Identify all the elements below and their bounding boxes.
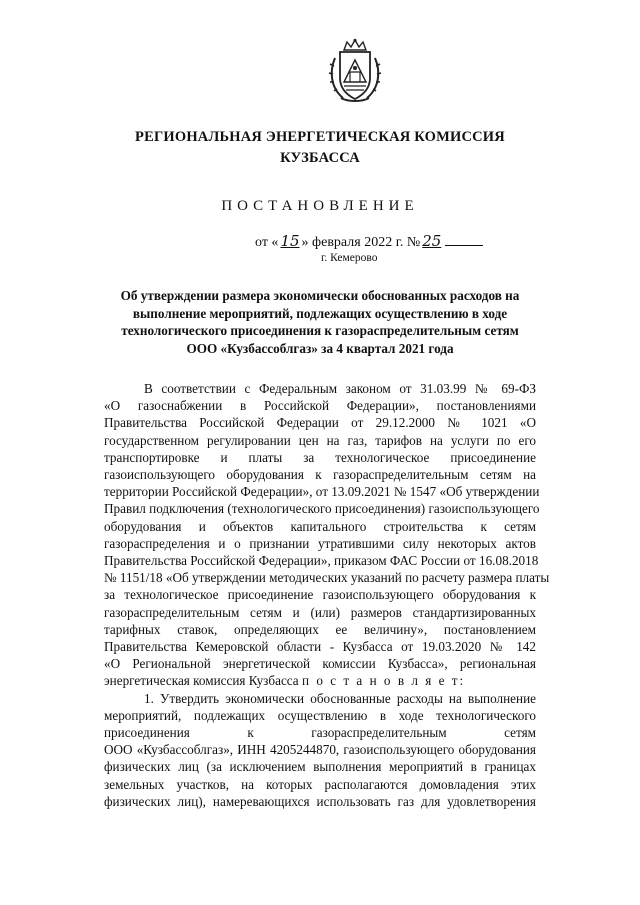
date-prefix: от « [255,235,279,250]
item-line: физических лиц), намеревающихся использовать газ для удовлетворения [104,793,536,809]
date-rest: » февраля 2022 г. № [301,235,421,250]
document-type: ПОСТАНОВЛЕНИЕ [221,198,419,214]
body-line: газоиспользующего оборудования к газораспределительным сетям на [104,467,536,483]
resolution-prefix: энергетическая комиссия Кузбасса [104,673,302,689]
body-line: № 1151/18 «Об утверждении методических указаний по расчету размера платы [104,570,550,586]
body-line: транспортировке и платы за технологическое присоединение [104,449,536,465]
document-number: 25 [422,232,442,250]
body-line: Правительства Российской Федерации от 29.12.2000 № 1021 «О [104,415,536,431]
coat-of-arms-icon [326,38,384,104]
title-line: Об утверждении размера экономически обоснованных расходов на [120,288,520,303]
title-line: выполнение мероприятий, подлежащих осуществлению в ходе [132,305,508,321]
number-underline [445,245,483,246]
body-line: за технологическое присоединение газоиспользующего оборудования к [104,587,536,603]
document-body [104,380,550,810]
document-title [100,287,540,357]
body-line: Правительства Кемеровской области - Кузбасса от 19.03.2020 № 142 [104,639,536,655]
organization-name-line1: РЕГИОНАЛЬНАЯ ЭНЕРГЕТИЧЕСКАЯ КОМИССИЯ [135,129,505,145]
body-line: «О газоснабжении в Российской Федерации», постановлениями [104,398,536,414]
body-line-resolution [104,672,536,689]
resolution-word: п о с т а н о в л я е т: [301,673,466,689]
organization-name-line2: КУЗБАССА [280,150,360,166]
item-line: земельных участков, на которых располагаются домовладения этих [104,776,536,792]
body-line: В соответствии с Федеральным законом от 31.03.99 № 69-ФЗ [144,381,536,396]
date-day: 15 [280,232,300,250]
item-line: физических лиц (за исключением выполнения мероприятий в границах [104,759,536,775]
title-line: ООО «Кузбассоблгаз» за 4 квартал 2021 года [186,340,454,356]
item-line: 1. Утвердить экономически обоснованные расходы на выполнение [144,690,536,706]
body-line: Правил подключения (технологического присоединения) газоиспользующего [104,501,540,517]
body-line: оборудования и объектов капитального строительства к сетям [104,518,536,534]
city: г. Кемерово [321,252,378,264]
body-line: «О Региональной энергетической комиссии Кузбасса», региональная [104,656,536,672]
item-line: мероприятий, подлежащих осуществлению в ходе технологического [104,707,536,723]
date-line [255,232,483,251]
body-line: Правительства Российской Федерации», приказом ФАС России от 16.08.2018 [104,553,539,569]
title-line: технологического присоединения к газораспределительным сетям [121,323,519,338]
body-line: территории Российской Федерации», от 13.09.2021 № 1547 «Об утверждении [104,484,540,500]
body-line: газораспределительным сетям и (или) размеров стандартизированных [104,604,536,620]
body-line: государственном регулировании цен на газ, тарифов на услуги по его [104,432,536,448]
body-line: тарифных ставок, определяющих ее величину», постановлением [104,621,536,637]
item-line: присоединения к газораспределительным сетям [104,725,536,741]
body-line: газораспределения и о признании утратившими силу некоторых актов [104,535,536,551]
item-line: ООО «Кузбассоблгаз», ИНН 4205244870, газоиспользующего оборудования [104,742,536,758]
